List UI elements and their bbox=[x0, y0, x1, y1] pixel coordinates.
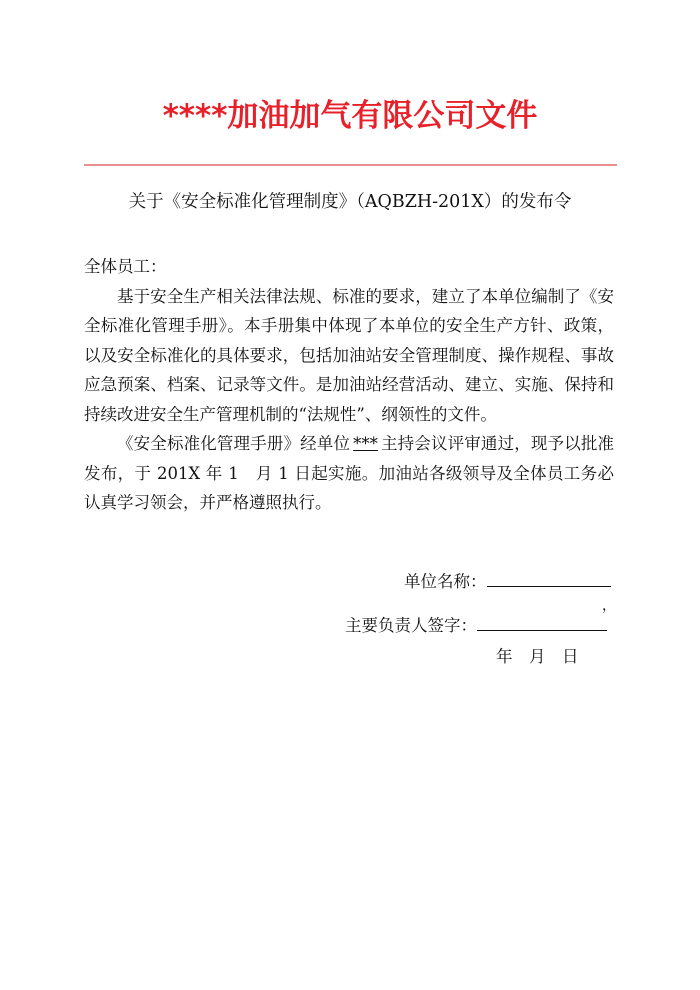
document-body bbox=[84, 252, 614, 518]
document-title: 关于《安全标准化管理制度》（AQBZH-201X）的发布令 bbox=[128, 192, 572, 212]
unit-name-row bbox=[404, 570, 611, 594]
document-header-title: ****加油加气有限公司文件 bbox=[162, 98, 538, 134]
date-row: 年 月 日 bbox=[496, 647, 579, 666]
unit-name-line bbox=[487, 570, 611, 587]
unit-name-blank: *** bbox=[353, 434, 378, 453]
paragraph-2-rest: 主持会议评审通过，现予以批准发布，于 201X 年 1 月 1 日起实施。加油站各级领导及全体员工务必认真学习领会，并严格遵照执行。 bbox=[84, 434, 615, 512]
paragraph-2-lead: 《安全标准化管理手册》经单位 bbox=[117, 434, 351, 453]
unit-name-label: 单位名称： bbox=[404, 572, 487, 591]
paragraph-2 bbox=[84, 429, 614, 518]
salutation: 全体员工： bbox=[84, 257, 167, 276]
header-divider bbox=[84, 164, 617, 166]
leader-signature-label: 主要负责人签字： bbox=[345, 616, 477, 635]
leader-signature-row bbox=[345, 614, 607, 638]
comma-mark: ， bbox=[602, 598, 616, 614]
leader-signature-line bbox=[477, 614, 607, 631]
paragraph-1: 基于安全生产相关法律法规、标准的要求，建立了本单位编制了《安全标准化管理手册》。本手册集中体现了本单位的安全生产方针、政策，以及安全标准化的具体要求，包括加油站安全管理制度、操作规程、事故应急预案、档案、记录等文件。是加油站经营活动、建立、实施、保持和持续改进安全生产管理机制的“法规性”、纲领性的文件。 bbox=[84, 286, 614, 424]
